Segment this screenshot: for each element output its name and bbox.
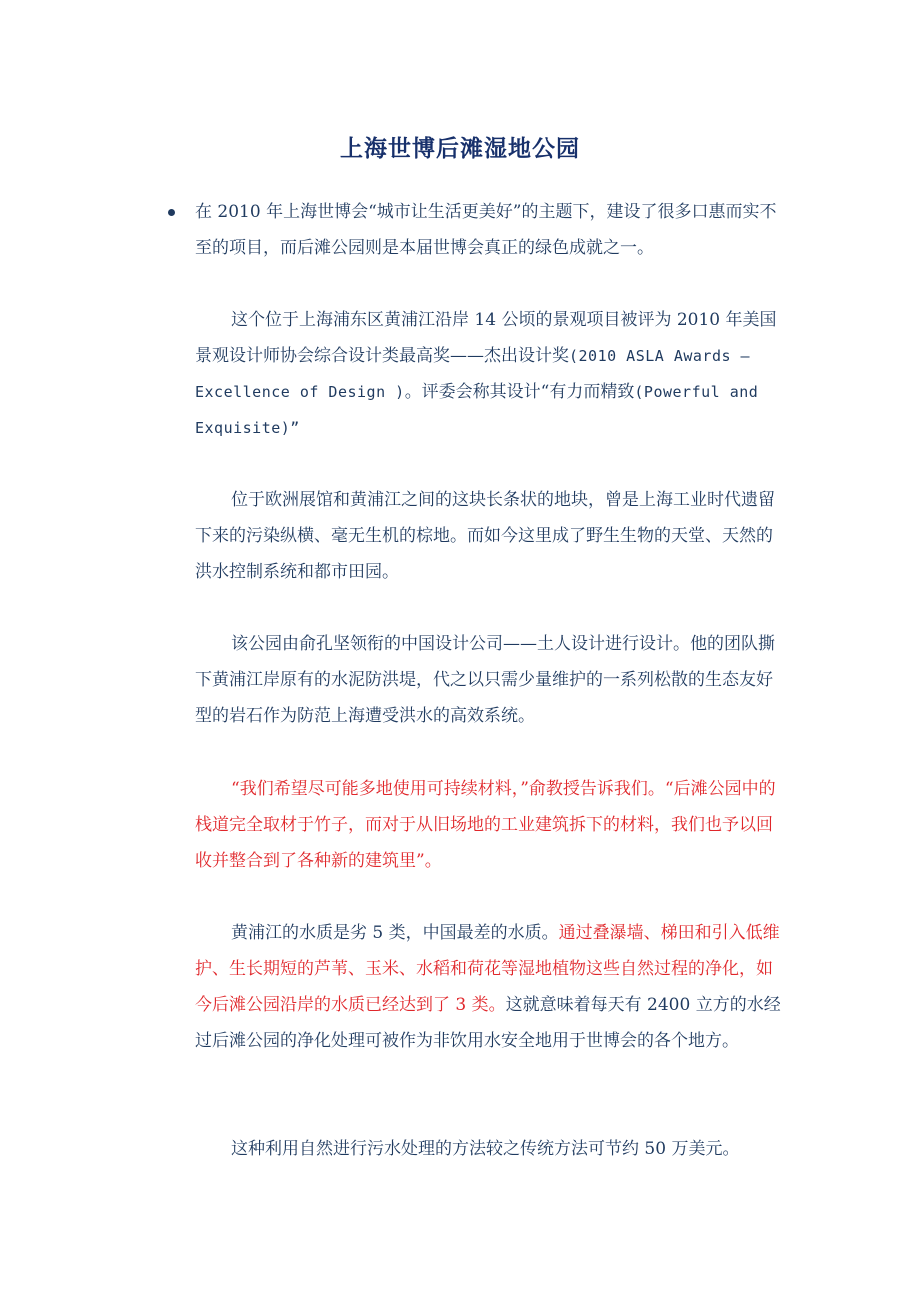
paragraph-award-text (195, 302, 785, 446)
paragraph-water (195, 915, 785, 1059)
paragraph-water-text (195, 915, 785, 1059)
paragraph-site (195, 482, 785, 590)
bullet-text: 在 2010 年上海世博会“城市让生活更美好”的主题下，建设了很多口惠而实不至的项目，而后滩公园则是本届世博会真正的绿色成就之一。 (195, 202, 777, 258)
bullet-marker (168, 209, 175, 216)
paragraph-savings (195, 1131, 785, 1167)
document-title: 上海世博后滩湿地公园 (340, 136, 580, 162)
paragraph-site-text: 位于欧洲展馆和黄浦江之间的这块长条状的地块，曾是上海工业时代遗留下来的污染纵横、毫无生机的棕地。而如今这里成了野生生物的天堂、天然的洪水控制系统和都市田园。 (195, 490, 775, 582)
award-text-part3: 。评委会称其设计“有力而精致 (404, 382, 635, 402)
water-text-part3: 这就意味着每天有 2400 立方的水经过后滩公园的净化处理可被作为非饮用水安全地用于世博会的各个地方。 (195, 995, 781, 1051)
award-text-part1: 这个位于上海浦东区黄浦江沿岸 14 公顷的景观项目被评为 2010 年美国景观设计师协会综合设计类最高奖——杰出设计奖 (195, 310, 777, 366)
paragraph-quote (195, 771, 785, 879)
bullet-paragraph (195, 194, 785, 266)
paragraph-award (195, 302, 785, 446)
award-text-english-quote: (Powerful and Exquisite)” (195, 383, 759, 437)
water-text-highlight: 通过叠瀑墙、梯田和引入低维护、生长期短的芦苇、玉米、水稻和荷花等湿地植物这些自然过程的净化，如今后滩公园沿岸的水质已经达到了 3 类。 (195, 923, 780, 1015)
paragraph-savings-text: 这种利用自然进行污水处理的方法较之传统方法可节约 50 万美元。 (231, 1139, 740, 1159)
water-text-part1: 黄浦江的水质是劣 5 类，中国最差的水质。 (231, 923, 559, 943)
paragraph-designer-text: 该公园由俞孔坚领衔的中国设计公司——土人设计进行设计。他的团队撕下黄浦江岸原有的水泥防洪堤，代之以只需少量维护的一系列松散的生态友好型的岩石作为防范上海遭受洪水的高效系统。 (195, 634, 775, 726)
paragraph-designer (195, 626, 785, 734)
paragraph-quote-text: “我们希望尽可能多地使用可持续材料，”俞教授告诉我们。“后滩公园中的栈道完全取材于竹子，而对于从旧场地的工业建筑拆下的材料，我们也予以回收并整合到了各种新的建筑里”。 (195, 779, 776, 871)
award-text-english: (2010 ASLA Awards – Excellence of Design ) (195, 347, 751, 401)
